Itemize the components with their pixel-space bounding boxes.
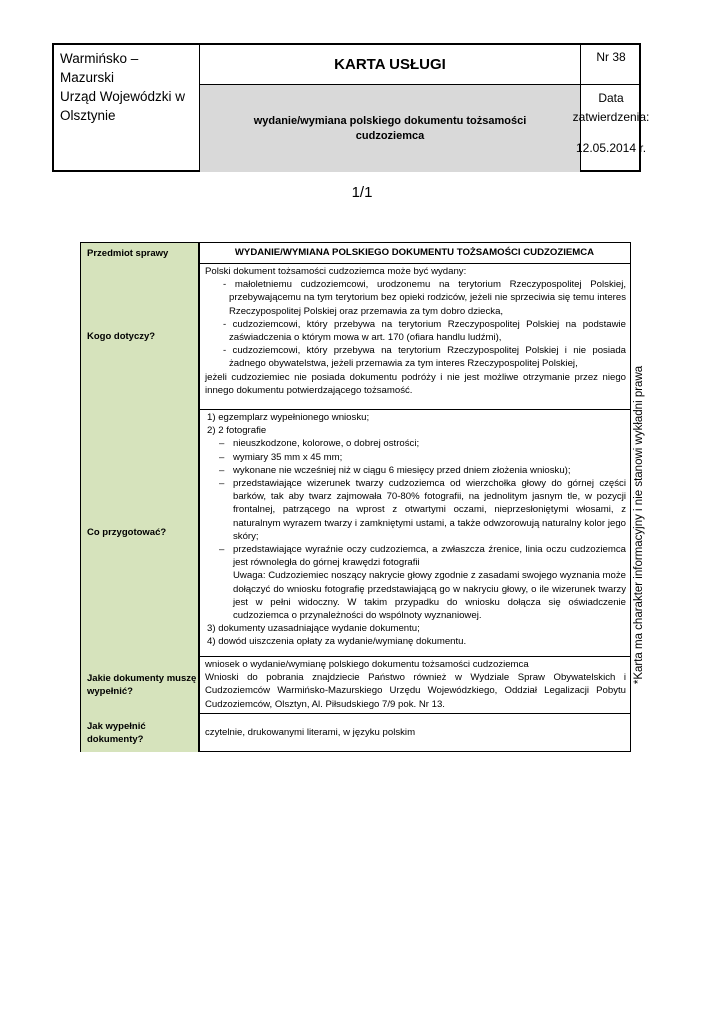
value-who — [199, 263, 630, 409]
side-disclaimer-text: *Karta ma charakter informacyjny i nie stanowi wykładni prawa — [633, 365, 645, 685]
photo-requirement: – nieuszkodzone, kolorowe, o dobrej ostrości; — [205, 437, 626, 450]
page-number: 1/1 — [351, 184, 373, 201]
value-subject: WYDANIE/WYMIANA POLSKIEGO DOKUMENTU TOŻSAMOŚCI CUDZOZIEMCA — [234, 247, 595, 258]
who-item: - małoletniemu cudzoziemcowi, urodzonemu na terytorium Rzeczypospolitej Polskiej, przebywającemu na tym terytorium bez opieki rodziców, jeżeli nie sprzeciwia się temu interes Rzeczypospolitej Polskiej oraz przemawia za tym dobro dziecka, — [223, 279, 626, 317]
photo-requirement: – wymiary 35 mm x 45 mm; — [205, 451, 626, 464]
card-title: KARTA USŁUGI — [200, 45, 580, 85]
column-divider — [199, 243, 200, 751]
photo-requirement: – wykonane nie wcześniej niż w ciągu 6 miesięcy przed dniem złożenia wniosku); — [205, 464, 626, 477]
header-table — [52, 43, 650, 172]
label-how: Jak wypełnić dokumenty? — [81, 713, 199, 752]
who-item: - cudzoziemcowi, który przebywa na terytorium Rzeczypospolitej Polskiej na podstawie zaświadczenia o którym mowa w art. 170 (ofiara handlu ludźmi), — [223, 318, 626, 344]
date-label: zatwierdzenia: — [572, 110, 650, 124]
photo-requirement: – przedstawiające wizerunek twarzy cudzoziemca od wierzchołka głowy do górnej części barków, tak aby twarz zajmowała 70-80% fotografii, na jednolitym jasnym tle, w pozycji frontalnej, patrzącego na wprost z otwartymi oczami, nieprzesłoniętymi włosami, z naturalnym wyrazem twarzy i zamkniętymi ustami, a także odwzorowują naturalny kolor jego skóry; — [205, 477, 626, 543]
photo-requirement: – przedstawiające wyraźnie oczy cudzoziemca, a zwłaszcza źrenice, linia oczu cudzoziemca jest równoległa do górnej krawędzi fotografii — [205, 543, 626, 569]
date-value: 12.05.2014 r. — [575, 141, 647, 155]
prepare-item: 1) egzemplarz wypełnionego wniosku; — [207, 412, 370, 423]
label-subject: Przedmiot sprawy — [81, 243, 199, 263]
who-item: - cudzoziemcowi, który przebywa na terytorium Rzeczypospolitej Polskiej i nie posiada żadnego obywatelstwa, jeżeli przemawia za tym interes Rzeczypospolitej Polskiej, — [223, 345, 626, 370]
label-forms: Jakie dokumenty muszę wypełnić? — [81, 656, 199, 713]
prepare-item: 4) dowód uiszczenia opłaty za wydanie/wymianę dokumentu. — [207, 636, 467, 648]
date-label: Data — [598, 91, 624, 105]
label-who: Kogo dotyczy? — [81, 263, 199, 409]
forms-line: Wnioski do pobrania znajdziecie Państwo również w Wydziale Spraw Obywatelskich i Cudzoziemców Warmińsko-Mazurskiego Urzędu Wojewódzkiego, Oddział Legalizacji Pobytu Cudzoziemców, Olsztyn, Al. Piłsudskiego 7/9 pok. Nr 13. — [205, 672, 626, 710]
prepare-item: 3) dokumenty uzasadniające wydanie dokumentu; — [207, 623, 420, 635]
card-number: Nr 38 — [580, 45, 641, 85]
prepare-item: 2) 2 fotografie — [207, 425, 267, 437]
value-forms — [199, 656, 630, 713]
headwear-note: Uwaga: Cudzoziemiec noszący nakrycie głowy zgodnie z zasadami swojego wyznania może dołączyć do wniosku fotografię przedstawiającą go w nakryciu głowy, o ile wizerunek twarzy jest w pełni widoczny. W takim przypadku do wniosku dołącza się oświadczenie cudzoziemca o przynależności do wspólnoty wyznaniowej. — [233, 570, 626, 622]
value-how: czytelnie, drukowanymi literami, w języku polskim — [205, 726, 416, 738]
who-outro: jeżeli cudzoziemiec nie posiada dokumentu podróży i nie jest możliwe otrzymanie przez niego innego dokumentu potwierdzającego tożsamość. — [205, 371, 626, 396]
label-prepare: Co przygotować? — [81, 409, 199, 656]
office-line: Urząd Wojewódzki w — [60, 89, 186, 104]
forms-line: wniosek o wydanie/wymianę polskiego dokumentu tożsamości cudzoziemca — [205, 659, 529, 670]
side-disclaimer — [629, 365, 649, 685]
who-intro: Polski dokument tożsamości cudzoziemca może być wydany: — [205, 266, 467, 277]
approval-date — [572, 85, 650, 172]
office-name — [54, 45, 200, 170]
office-line: Olsztynie — [60, 108, 116, 123]
office-line: Warmińsko – Mazurski — [60, 51, 139, 85]
card-subject: wydanie/wymiana polskiego dokumentu tożsamości cudzoziemca — [200, 85, 580, 172]
service-table — [80, 242, 631, 752]
value-prepare — [199, 409, 630, 656]
